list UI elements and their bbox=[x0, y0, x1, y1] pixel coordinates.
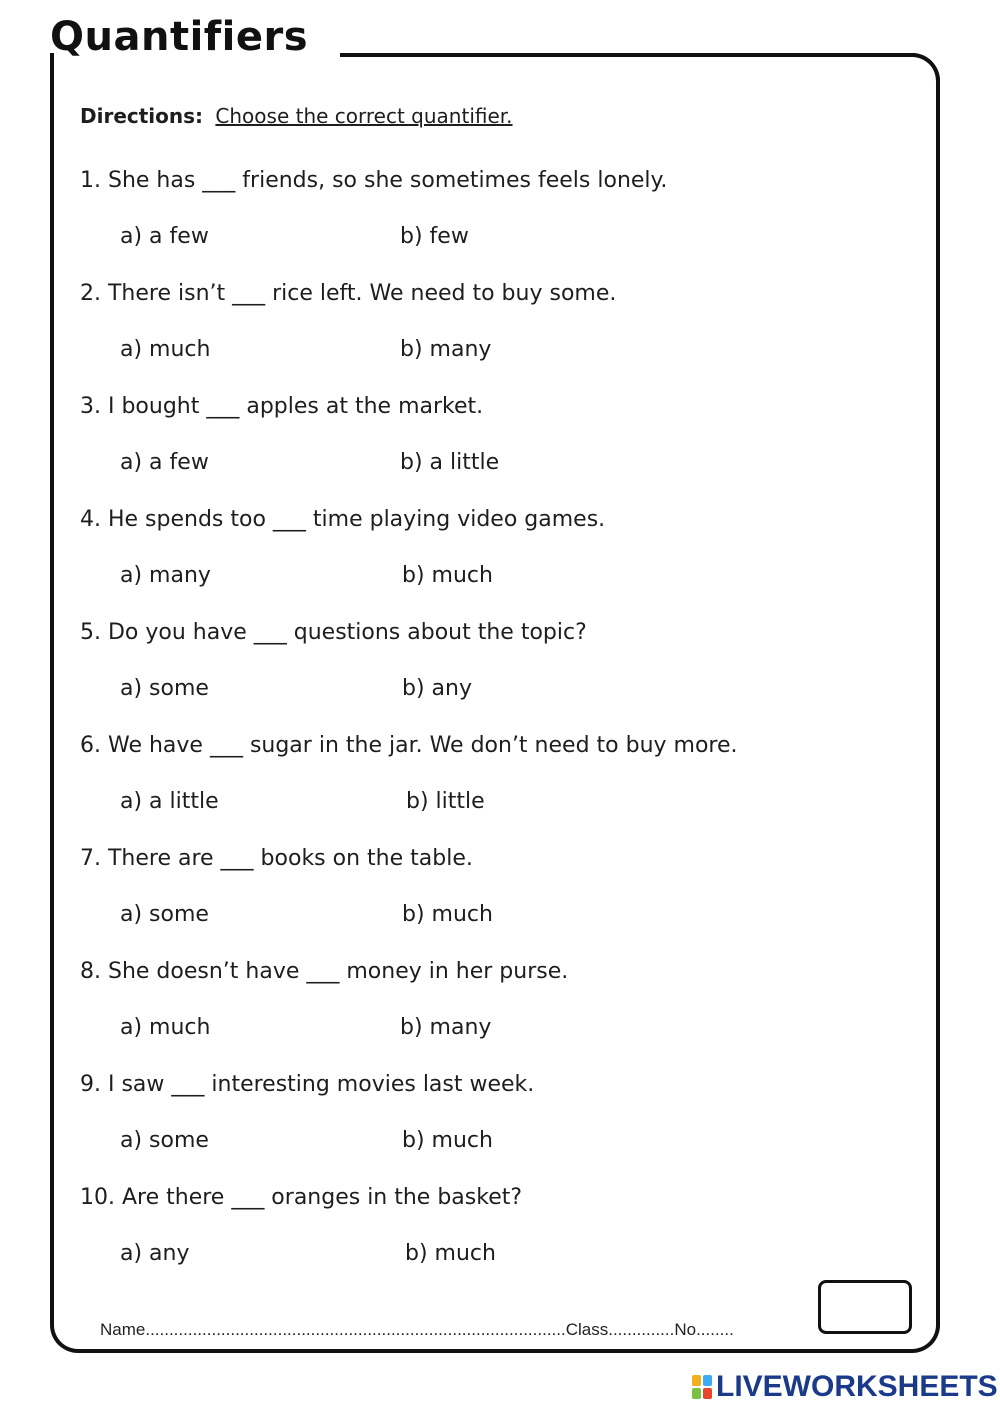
question-7: 7. There are ___ books on the table. bbox=[80, 846, 473, 871]
q4-option-a[interactable]: a) many bbox=[120, 563, 211, 588]
q3-option-a[interactable]: a) a few bbox=[120, 450, 209, 475]
score-box bbox=[818, 1280, 912, 1334]
q1-option-a[interactable]: a) a few bbox=[120, 224, 209, 249]
question-2: 2. There isn’t ___ rice left. We need to buy some. bbox=[80, 281, 617, 306]
question-10: 10. Are there ___ oranges in the basket? bbox=[80, 1185, 523, 1210]
q10-option-b[interactable]: b) much bbox=[405, 1241, 496, 1266]
q5-option-b[interactable]: b) any bbox=[402, 676, 472, 701]
brand-footer bbox=[692, 1370, 998, 1404]
name-class-no-line: Name.........................................................................................Class..............No........ bbox=[100, 1320, 734, 1339]
q9-option-a[interactable]: a) some bbox=[120, 1128, 209, 1153]
question-8: 8. She doesn’t have ___ money in her purse. bbox=[80, 959, 569, 984]
question-1: 1. She has ___ friends, so she sometimes feels lonely. bbox=[80, 168, 668, 193]
q7-option-a[interactable]: a) some bbox=[120, 902, 209, 927]
frame-corner bbox=[900, 53, 940, 93]
q9-option-b[interactable]: b) much bbox=[402, 1128, 493, 1153]
q3-option-b[interactable]: b) a little bbox=[400, 450, 500, 475]
q7-option-b[interactable]: b) much bbox=[402, 902, 493, 927]
q2-option-a[interactable]: a) much bbox=[120, 337, 211, 362]
directions-label: Directions: bbox=[80, 104, 204, 128]
brand-name: LIVEWORKSHEETS bbox=[716, 1370, 998, 1403]
q8-option-b[interactable]: b) many bbox=[400, 1015, 492, 1040]
worksheet-title: Quantifiers bbox=[50, 14, 309, 60]
question-6: 6. We have ___ sugar in the jar. We don’t need to buy more. bbox=[80, 733, 738, 758]
q6-option-a[interactable]: a) a little bbox=[120, 789, 219, 814]
q10-option-a[interactable]: a) any bbox=[120, 1241, 190, 1266]
question-4: 4. He spends too ___ time playing video games. bbox=[80, 507, 606, 532]
directions-text: Choose the correct quantifier. bbox=[215, 104, 513, 128]
q1-option-b[interactable]: b) few bbox=[400, 224, 469, 249]
q2-option-b[interactable]: b) many bbox=[400, 337, 492, 362]
q5-option-a[interactable]: a) some bbox=[120, 676, 209, 701]
question-9: 9. I saw ___ interesting movies last week. bbox=[80, 1072, 535, 1097]
liveworksheets-logo-icon bbox=[692, 1375, 712, 1399]
q4-option-b[interactable]: b) much bbox=[402, 563, 493, 588]
q6-option-b[interactable]: b) little bbox=[406, 789, 485, 814]
q8-option-a[interactable]: a) much bbox=[120, 1015, 211, 1040]
question-3: 3. I bought ___ apples at the market. bbox=[80, 394, 484, 419]
directions bbox=[80, 104, 513, 128]
question-5: 5. Do you have ___ questions about the topic? bbox=[80, 620, 587, 645]
